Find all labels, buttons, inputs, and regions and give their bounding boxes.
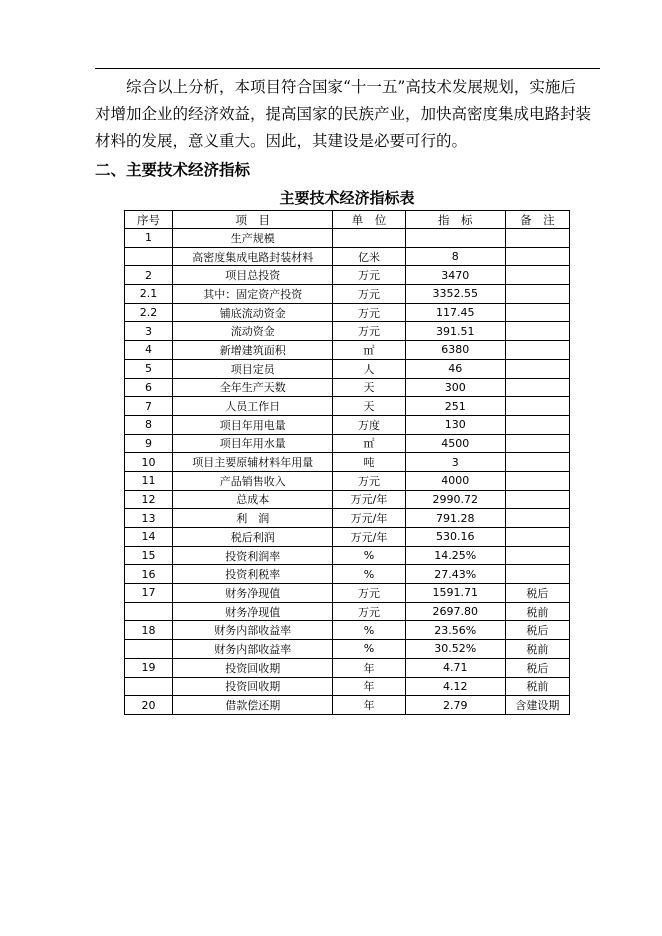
cell-note bbox=[505, 229, 569, 248]
cell-value: 3470 bbox=[405, 266, 505, 285]
cell-note bbox=[505, 341, 569, 360]
cell-item: 借款偿还期 bbox=[173, 696, 333, 715]
table-row bbox=[125, 621, 570, 640]
cell-unit: 万元 bbox=[333, 303, 405, 322]
table-header-row bbox=[125, 211, 570, 229]
cell-note: 税前 bbox=[505, 602, 569, 621]
cell-unit: % bbox=[333, 546, 405, 565]
cell-value: 1591.71 bbox=[405, 584, 505, 603]
section-heading: 二、主要技术经济指标 bbox=[95, 161, 251, 179]
cell-value: 8 bbox=[405, 247, 505, 266]
table-title: 主要技术经济指标表 bbox=[279, 189, 415, 207]
cell-value: 6380 bbox=[405, 341, 505, 360]
cell-unit: 吨 bbox=[333, 453, 405, 472]
cell-value: 2990.72 bbox=[405, 490, 505, 509]
cell-value: 2.79 bbox=[405, 696, 505, 715]
cell-unit: 万元/年 bbox=[333, 490, 405, 509]
cell-unit: 万元 bbox=[333, 285, 405, 304]
cell-unit: 年 bbox=[333, 658, 405, 677]
header-unit: 单 位 bbox=[333, 211, 405, 229]
cell-value: 791.28 bbox=[405, 509, 505, 528]
table-row bbox=[125, 696, 570, 715]
cell-value: 300 bbox=[405, 378, 505, 397]
table-row bbox=[125, 303, 570, 322]
cell-item: 项目总投资 bbox=[173, 266, 333, 285]
cell-unit: % bbox=[333, 565, 405, 584]
cell-unit: 万元 bbox=[333, 266, 405, 285]
table-body bbox=[125, 229, 570, 715]
cell-item: 生产规模 bbox=[173, 229, 333, 248]
cell-item: 项目年用电量 bbox=[173, 415, 333, 434]
header-no: 序号 bbox=[125, 211, 173, 229]
cell-no: 13 bbox=[125, 509, 173, 528]
cell-no: 20 bbox=[125, 696, 173, 715]
cell-no: 12 bbox=[125, 490, 173, 509]
cell-item: 总成本 bbox=[173, 490, 333, 509]
cell-value: 46 bbox=[405, 359, 505, 378]
cell-value: 3352.55 bbox=[405, 285, 505, 304]
cell-item: 投资回收期 bbox=[173, 658, 333, 677]
header-item: 项 目 bbox=[173, 211, 333, 229]
cell-no: 18 bbox=[125, 621, 173, 640]
cell-no: 10 bbox=[125, 453, 173, 472]
cell-note bbox=[505, 359, 569, 378]
paragraph-line-1: 综合以上分析，本项目符合国家“十一五”高技术发展规划，实施后 bbox=[126, 78, 576, 96]
table-row bbox=[125, 546, 570, 565]
header-note: 备 注 bbox=[505, 211, 569, 229]
cell-item: 铺底流动资金 bbox=[173, 303, 333, 322]
cell-item: 新增建筑面积 bbox=[173, 341, 333, 360]
cell-no: 2 bbox=[125, 266, 173, 285]
cell-item: 财务内部收益率 bbox=[173, 621, 333, 640]
cell-unit bbox=[333, 229, 405, 248]
cell-no: 2.1 bbox=[125, 285, 173, 304]
cell-value: 4000 bbox=[405, 471, 505, 490]
cell-unit: ㎡ bbox=[333, 434, 405, 453]
cell-note bbox=[505, 528, 569, 547]
cell-note bbox=[505, 266, 569, 285]
cell-no: 8 bbox=[125, 415, 173, 434]
cell-item: 产品销售收入 bbox=[173, 471, 333, 490]
cell-unit: 万元 bbox=[333, 602, 405, 621]
cell-item: 项目主要原辅材料年用量 bbox=[173, 453, 333, 472]
cell-value: 130 bbox=[405, 415, 505, 434]
cell-item: 人员工作日 bbox=[173, 397, 333, 416]
paragraph-line-3: 材料的发展，意义重大。因此，其建设是必要可行的。 bbox=[95, 132, 468, 150]
cell-no: 11 bbox=[125, 471, 173, 490]
cell-item: 投资回收期 bbox=[173, 677, 333, 696]
table-row bbox=[125, 415, 570, 434]
cell-note bbox=[505, 546, 569, 565]
cell-no: 6 bbox=[125, 378, 173, 397]
cell-item: 财务内部收益率 bbox=[173, 640, 333, 659]
cell-unit: 万元 bbox=[333, 322, 405, 341]
cell-unit: 万元/年 bbox=[333, 528, 405, 547]
cell-item: 全年生产天数 bbox=[173, 378, 333, 397]
table-row bbox=[125, 509, 570, 528]
table-row bbox=[125, 677, 570, 696]
cell-note bbox=[505, 285, 569, 304]
cell-item: 高密度集成电路封装材料 bbox=[173, 247, 333, 266]
cell-note bbox=[505, 434, 569, 453]
cell-no: 5 bbox=[125, 359, 173, 378]
cell-item: 税后利润 bbox=[173, 528, 333, 547]
header-rule bbox=[95, 68, 600, 69]
cell-no: 14 bbox=[125, 528, 173, 547]
cell-value: 4500 bbox=[405, 434, 505, 453]
cell-no: 15 bbox=[125, 546, 173, 565]
cell-no: 2.2 bbox=[125, 303, 173, 322]
cell-no bbox=[125, 640, 173, 659]
cell-value: 391.51 bbox=[405, 322, 505, 341]
cell-item: 投资利润率 bbox=[173, 546, 333, 565]
cell-note: 税前 bbox=[505, 677, 569, 696]
cell-note: 税后 bbox=[505, 584, 569, 603]
cell-unit: 万元 bbox=[333, 471, 405, 490]
cell-item: 项目定员 bbox=[173, 359, 333, 378]
cell-no: 9 bbox=[125, 434, 173, 453]
cell-item: 财务净现值 bbox=[173, 602, 333, 621]
cell-value: 251 bbox=[405, 397, 505, 416]
cell-value bbox=[405, 229, 505, 248]
cell-note: 税后 bbox=[505, 621, 569, 640]
cell-item: 投资利税率 bbox=[173, 565, 333, 584]
table-row bbox=[125, 247, 570, 266]
cell-note bbox=[505, 303, 569, 322]
cell-note: 税前 bbox=[505, 640, 569, 659]
cell-no: 16 bbox=[125, 565, 173, 584]
cell-unit: 万度 bbox=[333, 415, 405, 434]
cell-no: 7 bbox=[125, 397, 173, 416]
cell-item: 项目年用水量 bbox=[173, 434, 333, 453]
cell-note bbox=[505, 378, 569, 397]
paragraph-line-2: 对增加企业的经济效益，提高国家的民族产业，加快高密度集成电路封装 bbox=[95, 105, 592, 123]
table-row bbox=[125, 565, 570, 584]
table-row bbox=[125, 434, 570, 453]
cell-note: 含建设期 bbox=[505, 696, 569, 715]
table-row bbox=[125, 490, 570, 509]
cell-no: 17 bbox=[125, 584, 173, 603]
cell-unit: 万元 bbox=[333, 584, 405, 603]
cell-unit: 年 bbox=[333, 677, 405, 696]
cell-value: 23.56% bbox=[405, 621, 505, 640]
cell-value: 530.16 bbox=[405, 528, 505, 547]
table-row bbox=[125, 640, 570, 659]
table-row bbox=[125, 584, 570, 603]
cell-no: 1 bbox=[125, 229, 173, 248]
table-row bbox=[125, 528, 570, 547]
cell-note bbox=[505, 509, 569, 528]
cell-unit: ㎡ bbox=[333, 341, 405, 360]
cell-note bbox=[505, 322, 569, 341]
cell-note bbox=[505, 565, 569, 584]
cell-value: 14.25% bbox=[405, 546, 505, 565]
cell-note bbox=[505, 453, 569, 472]
table-row bbox=[125, 453, 570, 472]
cell-no bbox=[125, 677, 173, 696]
cell-no: 3 bbox=[125, 322, 173, 341]
cell-unit: % bbox=[333, 621, 405, 640]
table-row bbox=[125, 658, 570, 677]
header-value: 指 标 bbox=[405, 211, 505, 229]
cell-unit: 天 bbox=[333, 378, 405, 397]
cell-item: 流动资金 bbox=[173, 322, 333, 341]
cell-item: 财务净现值 bbox=[173, 584, 333, 603]
table-row bbox=[125, 285, 570, 304]
cell-unit: 年 bbox=[333, 696, 405, 715]
table-row bbox=[125, 397, 570, 416]
table-row bbox=[125, 341, 570, 360]
cell-no: 19 bbox=[125, 658, 173, 677]
cell-no bbox=[125, 247, 173, 266]
table-row bbox=[125, 471, 570, 490]
cell-value: 4.71 bbox=[405, 658, 505, 677]
cell-unit: 人 bbox=[333, 359, 405, 378]
cell-item: 其中：固定资产投资 bbox=[173, 285, 333, 304]
table-row bbox=[125, 359, 570, 378]
cell-value: 30.52% bbox=[405, 640, 505, 659]
cell-no bbox=[125, 602, 173, 621]
cell-unit: % bbox=[333, 640, 405, 659]
table-row bbox=[125, 378, 570, 397]
cell-value: 4.12 bbox=[405, 677, 505, 696]
cell-note bbox=[505, 490, 569, 509]
cell-value: 3 bbox=[405, 453, 505, 472]
cell-note bbox=[505, 397, 569, 416]
cell-unit: 亿米 bbox=[333, 247, 405, 266]
cell-no: 4 bbox=[125, 341, 173, 360]
cell-note: 税后 bbox=[505, 658, 569, 677]
cell-unit: 万元/年 bbox=[333, 509, 405, 528]
table-row bbox=[125, 322, 570, 341]
cell-note bbox=[505, 471, 569, 490]
table-row bbox=[125, 266, 570, 285]
cell-note bbox=[505, 415, 569, 434]
conclusion-paragraph bbox=[95, 74, 600, 155]
cell-note bbox=[505, 247, 569, 266]
indicators-table bbox=[124, 210, 570, 715]
cell-value: 27.43% bbox=[405, 565, 505, 584]
cell-value: 117.45 bbox=[405, 303, 505, 322]
cell-item: 利 润 bbox=[173, 509, 333, 528]
table-row bbox=[125, 602, 570, 621]
cell-value: 2697.80 bbox=[405, 602, 505, 621]
table-row bbox=[125, 229, 570, 248]
cell-unit: 天 bbox=[333, 397, 405, 416]
